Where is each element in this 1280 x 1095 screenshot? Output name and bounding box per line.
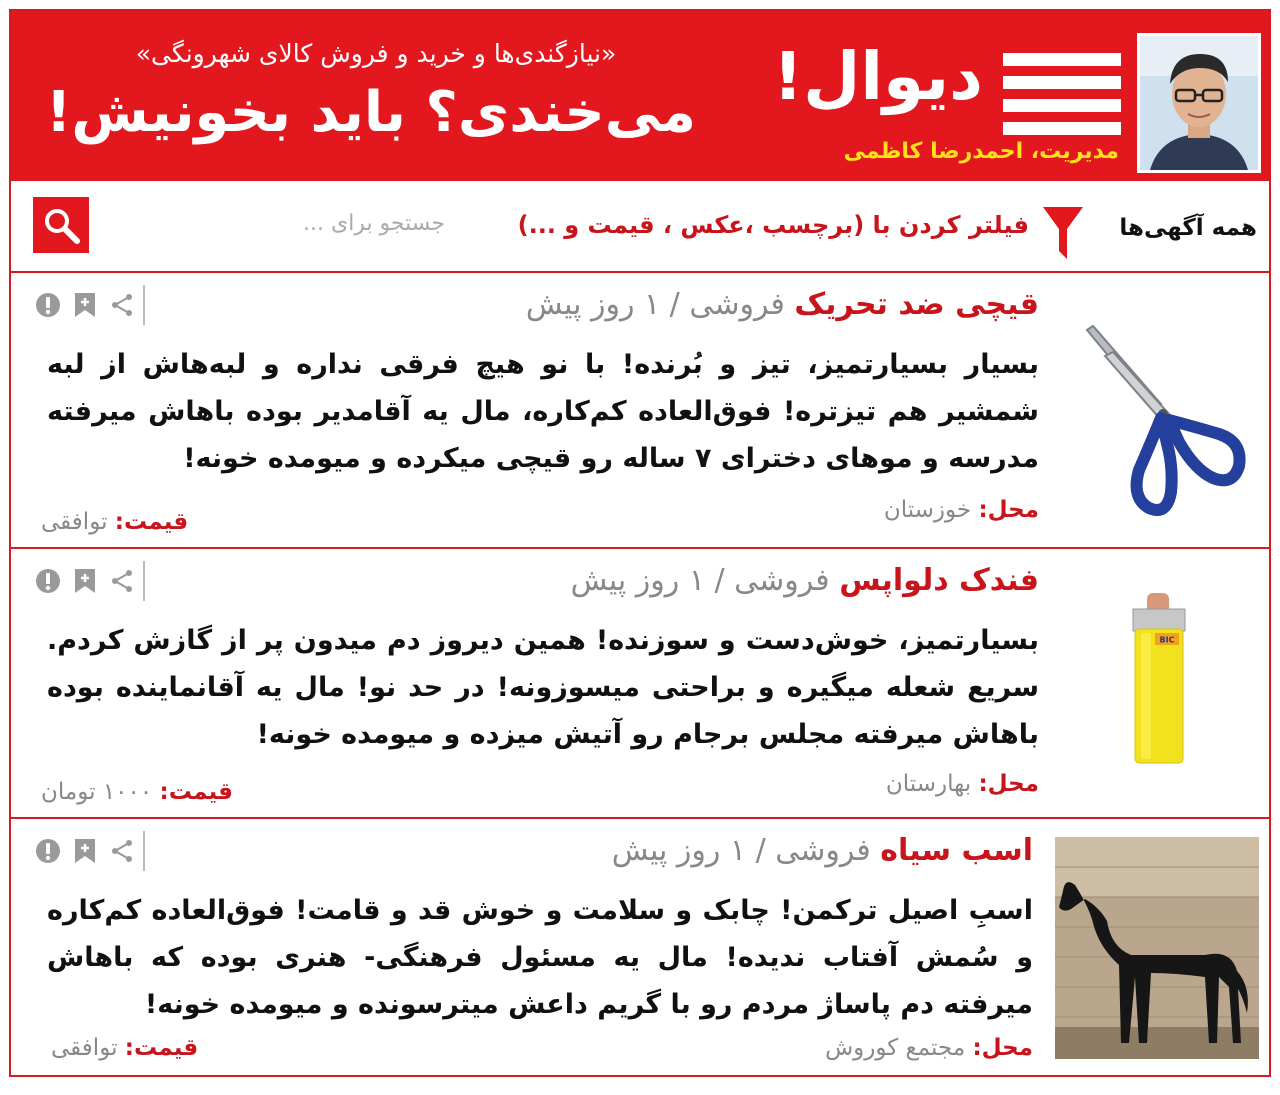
share-icon[interactable] [108, 566, 137, 596]
ad-location [825, 1035, 1033, 1061]
lighter-brand: BIC [1159, 635, 1175, 645]
ad-name[interactable]: قیچی ضد تحریک [794, 287, 1039, 322]
ad-meta: فروشی / ۱ روز پیش [611, 833, 871, 868]
filter-bar [11, 181, 1269, 273]
page [9, 9, 1271, 1077]
ad-toolbar [33, 561, 145, 601]
price-label: قیمت: [114, 509, 189, 535]
tagline-subtitle: «نیازگندی‌ها و خرید و فروش کالای شهرونگی» [135, 39, 617, 68]
price-value: ۱۰۰۰ تومان [41, 779, 153, 805]
ad-description: بسیارتمیز، خوش‌دست و سوزنده! همین دیروز دم میدون پر از گازش کردم. سریع شعله میگیره و براحتی میسوزونه! در حد نو! مال یه آقانماینده بوده باهاش میرفته مجلس برجام رو آتیش میزده و میومده خونه! [47, 625, 1039, 750]
location-value: خوزستان [883, 497, 972, 523]
price-label: قیمت: [124, 1035, 199, 1061]
brand-manager: مدیریت، احمدرضا کاظمی [843, 139, 1119, 164]
lighter-icon [1119, 593, 1199, 773]
ad-item [11, 819, 1269, 1075]
location-label: محل: [978, 497, 1039, 523]
bookmark-icon[interactable] [70, 566, 99, 596]
ad-meta: فروشی / ۱ روز پیش [525, 287, 785, 322]
scissors-icon [1069, 302, 1249, 522]
price-value: توافقی [41, 509, 108, 535]
brand-title: دیوال! [772, 38, 983, 115]
location-label: محل: [978, 771, 1039, 797]
ad-item [11, 273, 1269, 549]
avatar [1137, 33, 1261, 173]
ad-location [884, 497, 1039, 523]
avatar-photo-icon [1140, 36, 1258, 170]
search-input[interactable] [107, 201, 453, 245]
ad-toolbar [33, 831, 145, 871]
ad-price [41, 509, 188, 535]
location-value: بهارستان [885, 771, 972, 797]
ad-photo [1061, 287, 1257, 537]
ad-title[interactable] [571, 563, 1039, 598]
ad-item [11, 549, 1269, 819]
filter-funnel-icon[interactable] [1041, 203, 1085, 263]
horse-photo [1055, 837, 1259, 1059]
all-ads-tab[interactable]: همه آگهی‌ها [1119, 215, 1257, 241]
bookmark-icon[interactable] [70, 290, 99, 320]
location-value: مجتمع کوروش [825, 1035, 966, 1061]
ad-price [51, 1035, 198, 1061]
ad-photo [1055, 837, 1259, 1059]
price-value: توافقی [51, 1035, 118, 1061]
share-icon[interactable] [108, 290, 137, 320]
ad-name[interactable]: فندک دلواپس [839, 563, 1039, 598]
report-icon[interactable] [33, 566, 62, 596]
filter-link[interactable]: فیلتر کردن با (برچسب ،عکس ، قیمت و ...) [517, 211, 1029, 239]
report-icon[interactable] [33, 836, 62, 866]
price-label: قیمت: [159, 779, 233, 805]
header-banner [11, 11, 1269, 181]
search-icon [41, 205, 81, 245]
search-button[interactable] [33, 197, 89, 253]
share-icon[interactable] [108, 836, 137, 866]
brand-logo-lines [1003, 53, 1121, 137]
ad-name[interactable]: اسب سیاه [880, 833, 1033, 868]
bookmark-icon[interactable] [70, 836, 99, 866]
location-label: محل: [972, 1035, 1033, 1061]
ad-toolbar [33, 285, 145, 325]
ad-photo [1061, 563, 1257, 803]
ad-price [41, 779, 233, 805]
ad-title[interactable] [612, 833, 1033, 868]
ad-description: اسبِ اصیل ترکمن! چابک و سلامت و خوش قد و قامت! فوق‌العاده کم‌کاره و سُمش آفتاب ندیده! مال یه مسئول فرهنگی- هنری بوده که باهاش میرفته دم پاساژ مردم رو با گریم داعش میترسونده و میومده خونه! [47, 895, 1033, 1020]
report-icon[interactable] [33, 290, 62, 320]
ad-title[interactable] [526, 287, 1039, 322]
tagline-title: می‌خندی؟ باید بخونیش! [45, 80, 697, 145]
ad-meta: فروشی / ۱ روز پیش [570, 563, 830, 598]
ad-description: بسیار بسیارتمیز، تیز و بُرنده! با نو هیچ فرقی نداره و لبه‌هاش از لبه شمشیر هم تیزتره! فوق‌العاده کم‌کاره، مال یه آقامدیر بوده باهاش میرفته مدرسه و موهای دخترای ۷ ساله رو قیچی میکرده و میومده خونه! [47, 349, 1039, 474]
ad-location [886, 771, 1039, 797]
